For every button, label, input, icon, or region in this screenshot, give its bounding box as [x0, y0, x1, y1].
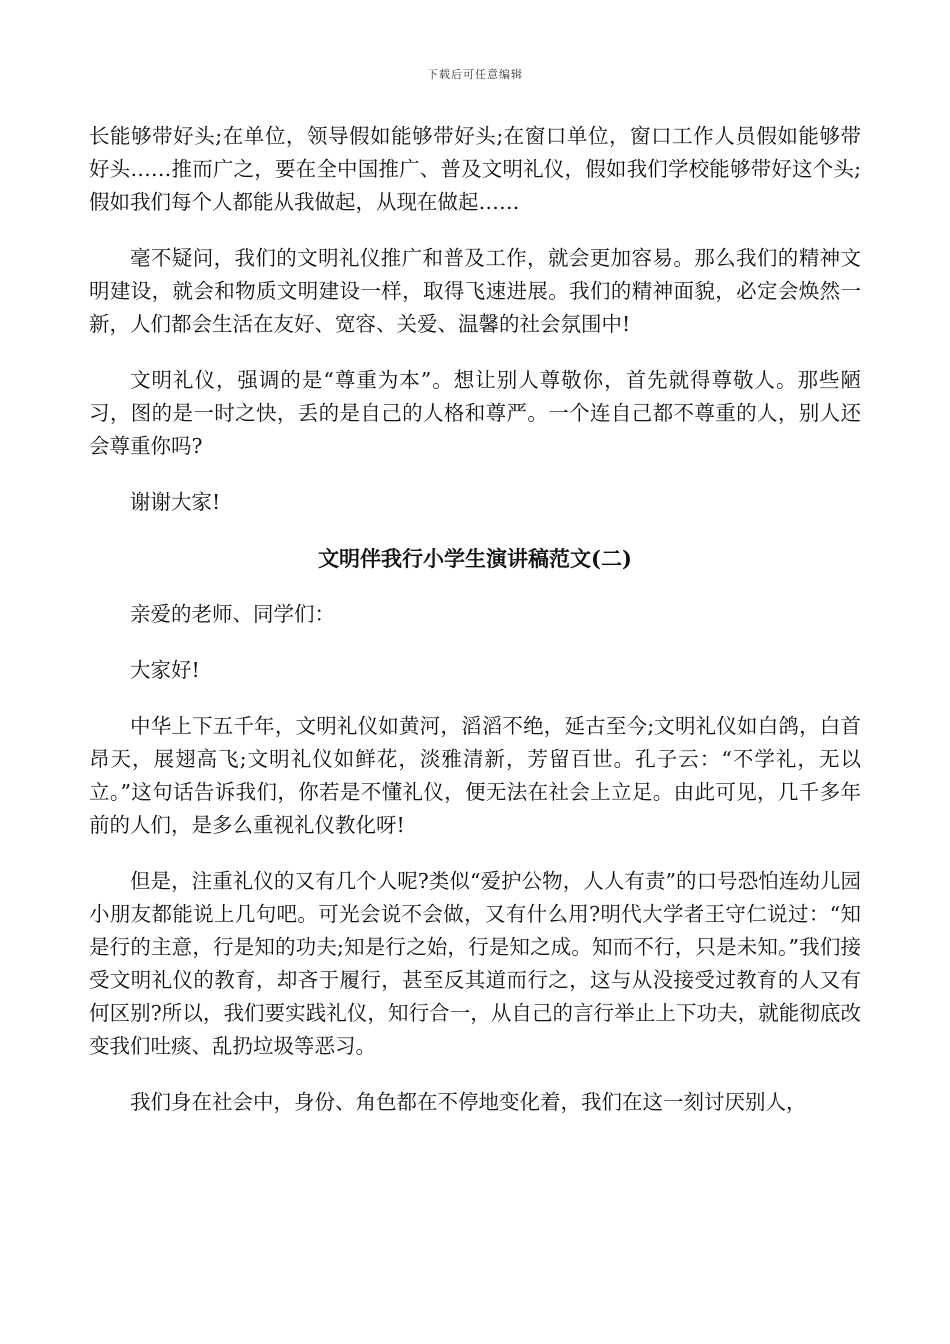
paragraph: 谢谢大家! [130, 490, 221, 514]
paragraph: 我们身在社会中，身份、角色都在不停地变化着，我们在这一刻讨厌别人， [130, 1090, 807, 1114]
paragraph: 毫不疑问，我们的文明礼仪推广和普及工作，就会更加容易。那么我们的精神文明建设，就会和物质文明建设一样，取得飞速进展。我们的精神面貌，必定会焕然一新，人们都会生活在友好、宽容、关爱、温馨的社会氛围中! [89, 246, 861, 336]
paragraph: 长能够带好头;在单位，领导假如能够带好头;在窗口单位，窗口工作人员假如能够带好头……推而广之，要在全中国推广、普及文明礼仪，假如我们学校能够带好这个头;假如我们每个人都能从我做起，从现在做起…… [89, 124, 861, 214]
paragraph: 文明礼仪，强调的是“尊重为本”。想让别人尊敬你，首先就得尊敬人。那些陋习，图的是一时之快，丢的是自己的人格和尊严。一个连自己都不尊重的人，别人还会尊重你吗? [89, 368, 861, 458]
page-header: 下载后可任意编辑 [427, 68, 523, 81]
document-body [89, 120, 861, 1142]
section-title: 文明伴我行小学生演讲稿范文(二) [318, 546, 632, 571]
paragraph: 大家好! [130, 658, 200, 682]
paragraph: 亲爱的老师、同学们： [130, 602, 335, 626]
paragraph: 但是，注重礼仪的又有几个人呢?类似“爱护公物，人人有责”的口号恐怕连幼儿园小朋友都能说上几句吧。可光会说不会做，又有什么用?明代大学者王守仁说过：“知是行的主意，行是知的功夫;知是行之始，行是知之成。知而不行，只是未知。”我们接受文明礼仪的教育，却吝于履行，甚至反其道而行之，这与从没接受过教育的人又有何区别?所以，我们要实践礼仪，知行合一，从自己的言行举止上下功夫，就能彻底改变我们吐痰、乱扔垃圾等恶习。 [89, 869, 861, 1058]
paragraph: 中华上下五千年，文明礼仪如黄河，滔滔不绝，延古至今;文明礼仪如白鸽，白首昂天，展翅高飞;文明礼仪如鲜花，淡雅清新，芳留百世。孔子云：“不学礼，无以立。”这句话告诉我们，你若是不懂礼仪，便无法在社会上立足。由此可见，几千多年前的人们，是多么重视礼仪教化呀! [89, 714, 861, 837]
